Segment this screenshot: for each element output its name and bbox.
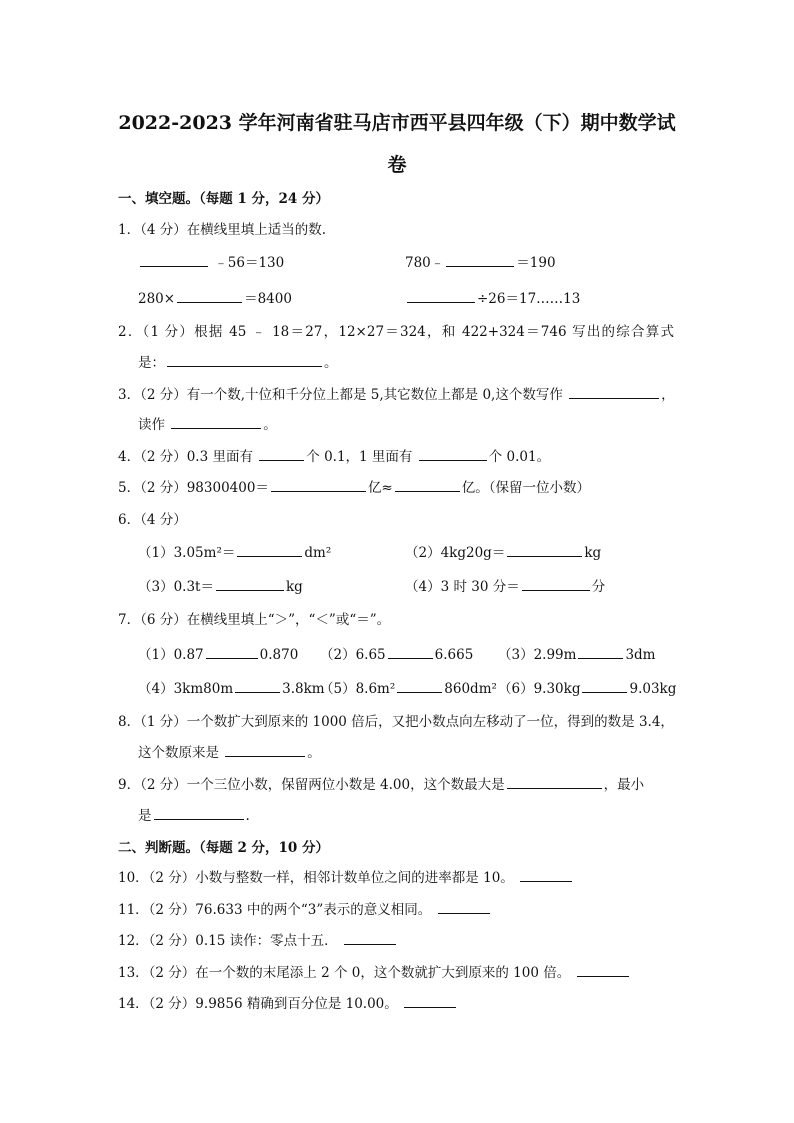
q6-stem: 6．（4 分）	[118, 512, 187, 528]
q2-line2: 是： 。	[138, 351, 338, 371]
q4-blank-2[interactable]	[419, 446, 487, 461]
q2-line1: 2．（1 分）根据 45 ﹣ 18＝27，12×27＝324，和 422+324＝746 写出的综合算式	[118, 324, 674, 340]
q6-item-2: （2）4kg20g＝ kg	[405, 541, 601, 561]
q7-2-blank[interactable]	[388, 644, 433, 659]
q5-blank-2[interactable]	[395, 477, 460, 492]
q10-line: 10．（2 分）小数与整数一样，相邻计数单位之间的进率都是 10。	[118, 866, 574, 886]
q1-item-c: 280× ＝8400	[138, 287, 292, 307]
q13-blank[interactable]	[577, 962, 629, 977]
q6-4-blank[interactable]	[522, 576, 590, 591]
q1-d-blank[interactable]	[407, 288, 475, 303]
q4-blank-1[interactable]	[259, 446, 304, 461]
q10-blank[interactable]	[520, 867, 572, 882]
q1-item-d: ÷26＝17……13	[405, 287, 580, 307]
q1-a-blank[interactable]	[140, 252, 208, 267]
q6-1-blank[interactable]	[237, 542, 302, 557]
q6-item-3: （3）0.3t＝ kg	[138, 575, 303, 595]
q8-line1: 8．（1 分）一个数扩大到原来的 1000 倍后，又把小数点向左移动了一位，得到的数是 3.4，	[118, 714, 674, 730]
q1-c-blank[interactable]	[177, 288, 242, 303]
q9-max-blank[interactable]	[507, 774, 602, 789]
q1-b-blank[interactable]	[446, 252, 514, 267]
q7-item-4: （4）3km80m 3.8km	[138, 677, 325, 697]
section-judgment-heading: 二、判断题。（每题 2 分，10 分）	[118, 840, 330, 856]
q9-line1: 9．（2 分）一个三位小数，保留两位小数是 4.00，这个数最大是 ，最小	[118, 773, 644, 793]
q8-line2: 这个数原来是 。	[138, 741, 321, 761]
q7-item-3: （3）2.99m 3dm	[498, 643, 656, 663]
q1-item-a: ﹣56＝130	[138, 251, 284, 271]
q1-item-b: 780﹣ ＝190	[405, 251, 556, 271]
q12-blank[interactable]	[344, 930, 396, 945]
q2-blank[interactable]	[167, 352, 322, 367]
q9-min-blank[interactable]	[154, 805, 244, 820]
q8-blank[interactable]	[225, 742, 305, 757]
q4-line: 4．（2 分）0.3 里面有 个 0.1，1 里面有 个 0.01。	[118, 445, 550, 465]
q1-stem: 1．（4 分）在横线里填上适当的数.	[118, 222, 327, 238]
q5-blank-1[interactable]	[271, 477, 366, 492]
q6-3-blank[interactable]	[216, 576, 284, 591]
exam-title-line2: 卷	[387, 154, 407, 176]
exam-title-line1: 2022-2023 学年河南省驻马店市西平县四年级（下）期中数学试	[118, 112, 676, 134]
q7-item-2: （2）6.65 6.665	[320, 643, 473, 663]
q3-write-blank[interactable]	[569, 384, 659, 399]
q14-blank[interactable]	[404, 993, 456, 1008]
q14-line: 14．（2 分）9.9856 精确到百分位是 10.00。	[118, 992, 458, 1012]
q7-1-blank[interactable]	[206, 644, 258, 659]
q6-item-4: （4）3 时 30 分＝ 分	[405, 575, 605, 595]
q5-line: 5．（2 分）98300400＝ 亿≈ 亿。（保留一位小数）	[118, 476, 590, 496]
q3-read-blank[interactable]	[171, 414, 261, 429]
q7-4-blank[interactable]	[235, 678, 280, 693]
q7-item-5: （5）8.6m² 860dm²	[320, 677, 497, 697]
q7-stem: 7．（6 分）在横线里填上“＞”，“＜”或“＝”。	[118, 612, 391, 628]
q12-line: 12．（2 分）0.15 读作：零点十五．	[118, 929, 398, 949]
q7-6-blank[interactable]	[582, 678, 627, 693]
q7-item-1: （1）0.87 0.870	[138, 643, 298, 663]
q9-line2: 是 .	[138, 804, 250, 824]
q11-line: 11．（2 分）76.633 中的两个“3”表示的意义相同。	[118, 898, 492, 918]
q6-item-1: （1）3.05m²＝ dm²	[138, 541, 331, 561]
section-fill-in-heading: 一、填空题。（每题 1 分，24 分）	[118, 191, 330, 207]
q6-2-blank[interactable]	[507, 542, 582, 557]
q7-5-blank[interactable]	[397, 678, 442, 693]
q13-line: 13．（2 分）在一个数的末尾添上 2 个 0，这个数就扩大到原来的 100 倍。	[118, 961, 631, 981]
q3-line1: 3．（2 分）有一个数,十位和千分位上都是 5,其它数位上都是 0,这个数写作 ，	[118, 383, 675, 403]
q11-blank[interactable]	[438, 899, 490, 914]
q3-line2: 读作 。	[138, 413, 277, 433]
q7-3-blank[interactable]	[578, 644, 623, 659]
q7-item-6: （6）9.30kg 9.03kg	[498, 677, 676, 697]
